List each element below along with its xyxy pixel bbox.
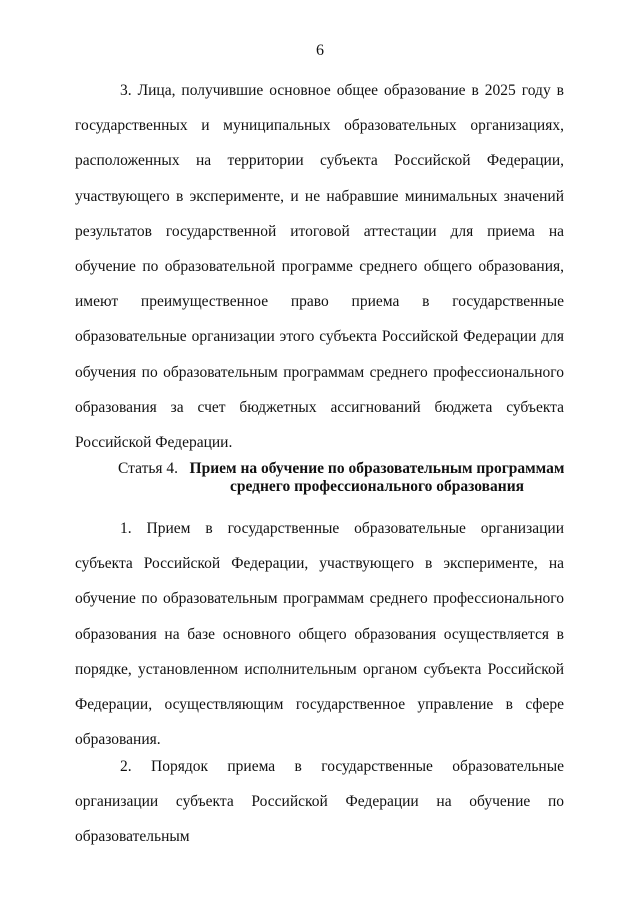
article-label: Статья 4. bbox=[118, 460, 179, 477]
article-4-heading bbox=[118, 460, 568, 496]
paragraph-3: 3. Лица, получившие основное общее образование в 2025 году в государственных и муниципальных образовательных организациях, расположенных на территории субъекта Российской Федерации, участвующего в эксперименте, и не набравшие минимальных значений результатов государственной итоговой аттестации для приема на обучение по образовательной программе среднего общего образования, имеют преимущественное право приема в государственные образовательные организации этого субъекта Российской Федерации для обучения по образовательным программам среднего профессионального образования за счет бюджетных ассигнований бюджета субъекта Российской Федерации. bbox=[75, 82, 564, 452]
article-title-line-2: среднего профессионального образования bbox=[229, 478, 525, 495]
article-4-paragraph-1: 1. Прием в государственные образовательные организации субъекта Российской Федерации, участвующего в эксперименте, на обучение по образовательным программам среднего профессионального образования на базе основного общего образования осуществляется в порядке, установленном исполнительным органом субъекта Российской Федерации, осуществляющим государственное управление в сфере образования. bbox=[75, 520, 564, 749]
article-4-paragraph-2: 2. Порядок приема в государственные образовательные организации субъекта Российской Федерации на обучение по образовательным bbox=[75, 758, 564, 846]
page-number: 6 bbox=[316, 42, 324, 59]
article-title-line-1: Прием на обучение по образовательным программам bbox=[189, 460, 565, 477]
